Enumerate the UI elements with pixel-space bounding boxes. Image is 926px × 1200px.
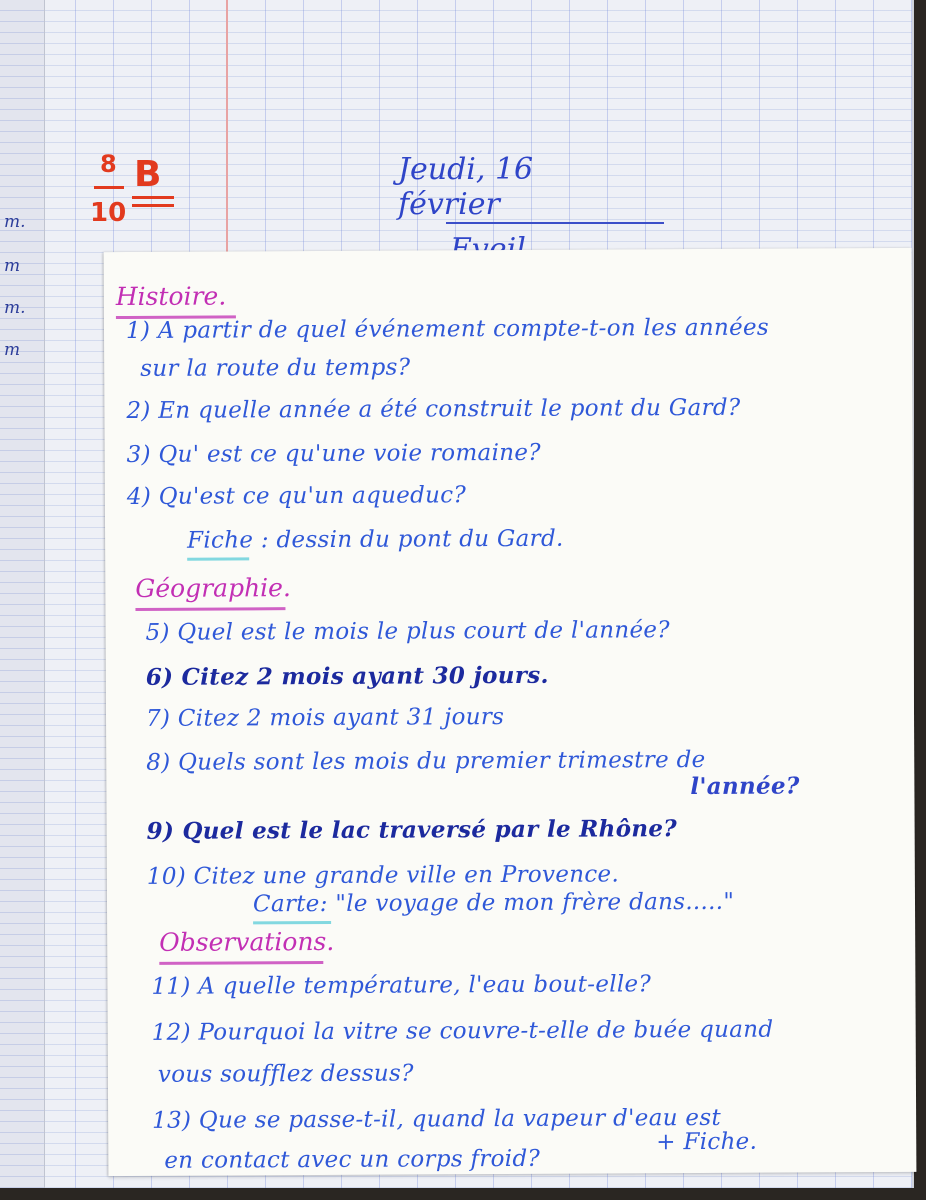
left-margin-strip — [0, 0, 45, 1188]
pasted-question-sheet — [104, 248, 917, 1176]
question-line: 9) Quel est le lac traversé par le Rhône? — [146, 815, 678, 845]
date-heading: Jeudi, 16 février — [398, 152, 534, 222]
question-line: 6) Citez 2 mois ayant 30 jours. — [145, 661, 549, 691]
grade-score: 8 — [100, 150, 117, 178]
question-line: 3) Qu' est ce qu'une voie romaine? — [126, 439, 541, 469]
question-line: 1) A partir de quel événement compte-t-on les années — [125, 314, 770, 345]
question-line: 10) Citez une grande ville en Provence. — [146, 861, 620, 890]
section-title-geographie: Géographie. — [135, 573, 291, 603]
red-margin-line — [226, 0, 228, 270]
margin-mark: m — [4, 256, 21, 276]
question-line: en contact avec un corps froid? — [164, 1145, 541, 1174]
question-line: sur la route du temps? — [140, 354, 411, 382]
question-line: 11) A quelle température, l'eau bout-elle? — [151, 971, 652, 1000]
section-title-observations: Observations. — [159, 926, 335, 957]
question-line: 5) Quel est le mois le plus court de l'année? — [145, 617, 670, 646]
question-line-continuation: l'année? — [690, 772, 800, 801]
question-line: 13) Que se passe-t-il, quand la vapeur d'eau est — [152, 1104, 722, 1134]
carte-line: Carte: "le voyage de mon frère dans....." — [252, 888, 735, 918]
date-rule — [446, 222, 664, 224]
question-line: 12) Pourquoi la vitre se couvre-t-elle de buée quand — [151, 1016, 774, 1046]
section-underline — [159, 961, 323, 965]
question-line: 2) En quelle année a été construit le pont du Gard? — [126, 394, 741, 425]
fiche-note: + Fiche. — [656, 1128, 758, 1156]
grade-total: 10 — [90, 198, 127, 228]
margin-mark: m. — [4, 212, 26, 232]
grade-underline — [132, 196, 174, 199]
fiche-underline — [187, 557, 249, 560]
section-underline — [135, 607, 285, 611]
carte-underline — [253, 921, 331, 924]
question-line: 7) Citez 2 mois ayant 31 jours — [145, 704, 505, 732]
question-line: 4) Qu'est ce qu'un aqueduc? — [126, 482, 467, 511]
grade-letter: B — [134, 154, 162, 195]
margin-mark: m. — [4, 298, 26, 318]
margin-mark: m — [4, 340, 21, 360]
question-line: 8) Quels sont les mois du premier trimestre de — [146, 746, 706, 776]
fiche-line: Fiche : dessin du pont du Gard. — [187, 525, 564, 554]
grade-underline — [132, 204, 174, 207]
grade-fraction-bar — [94, 186, 124, 189]
question-line: vous soufflez dessus? — [157, 1060, 414, 1088]
section-title-histoire: Histoire. — [115, 281, 227, 312]
